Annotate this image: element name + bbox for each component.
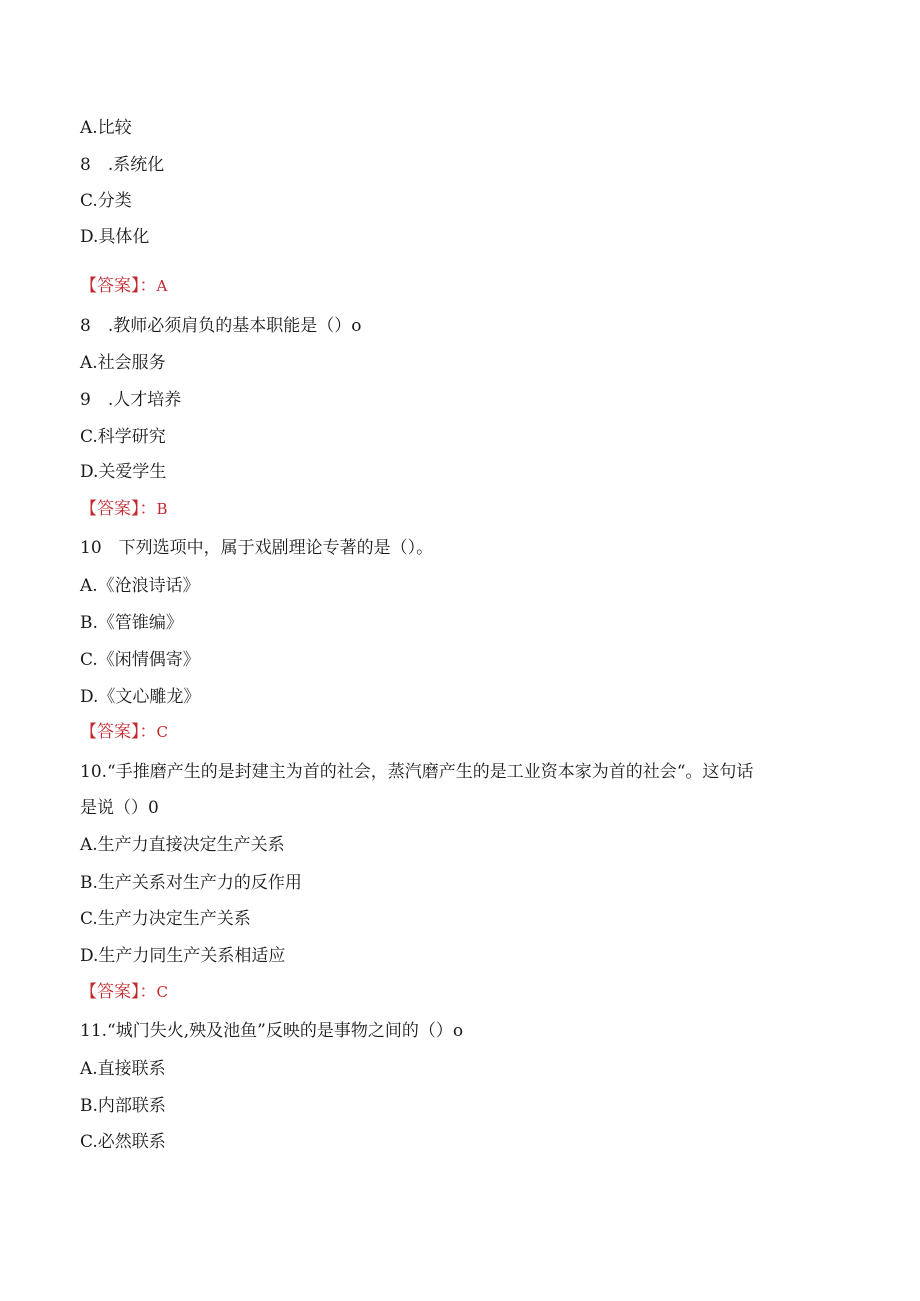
option-c: C.必然联系	[80, 1132, 166, 1152]
option-a: A.直接联系	[80, 1059, 166, 1079]
option-a: A.生产力直接决定生产关系	[80, 835, 285, 855]
answer-label: 【答案】：	[80, 499, 157, 519]
question-text: 8 .教师必须肩负的基本职能是（）o	[80, 316, 362, 336]
option-a: A.社会服务	[80, 353, 166, 373]
answer-line	[80, 498, 168, 520]
answer-value: B	[156, 500, 168, 518]
answer-line	[80, 981, 168, 1003]
option-d: D.具体化	[80, 227, 150, 247]
question-text-line-2: 是说（）0	[80, 798, 159, 818]
option-c: C.《闲情偶寄》	[80, 650, 200, 670]
option-d: D.关爱学生	[80, 462, 167, 482]
option-d: D.生产力同生产关系相适应	[80, 946, 286, 966]
answer-label: 【答案】：	[80, 276, 157, 296]
question-text-line-1: 10.“手推磨产生的是封建主为首的社会，蒸汽磨产生的是工业资本家为首的社会“。这句话	[80, 762, 754, 782]
option-b: 9 .人才培养	[80, 390, 182, 410]
answer-value: A	[156, 277, 168, 295]
option-b: B.生产关系对生产力的反作用	[80, 873, 302, 893]
question-text: 10 下列选项中，属于戏剧理论专著的是（）。	[80, 538, 434, 558]
option-b: 8 .系统化	[80, 155, 165, 175]
option-c: C.生产力决定生产关系	[80, 909, 251, 929]
answer-label: 【答案】：	[80, 982, 157, 1002]
option-b: B.内部联系	[80, 1096, 166, 1116]
option-c: C.分类	[80, 191, 132, 211]
option-a: A.比较	[80, 118, 132, 138]
question-text: 11.“城门失火,殃及池鱼”反映的是事物之间的（）o	[80, 1021, 464, 1041]
option-c: C.科学研究	[80, 427, 166, 447]
answer-label: 【答案】：	[80, 722, 157, 742]
answer-value: C	[156, 723, 168, 741]
answer-line	[80, 721, 168, 743]
answer-value: C	[156, 983, 168, 1001]
option-b: B.《管锥编》	[80, 613, 183, 633]
option-d: D.《文心雕龙》	[80, 687, 201, 707]
option-a: A.《沧浪诗话》	[80, 576, 200, 596]
answer-line	[80, 275, 167, 297]
